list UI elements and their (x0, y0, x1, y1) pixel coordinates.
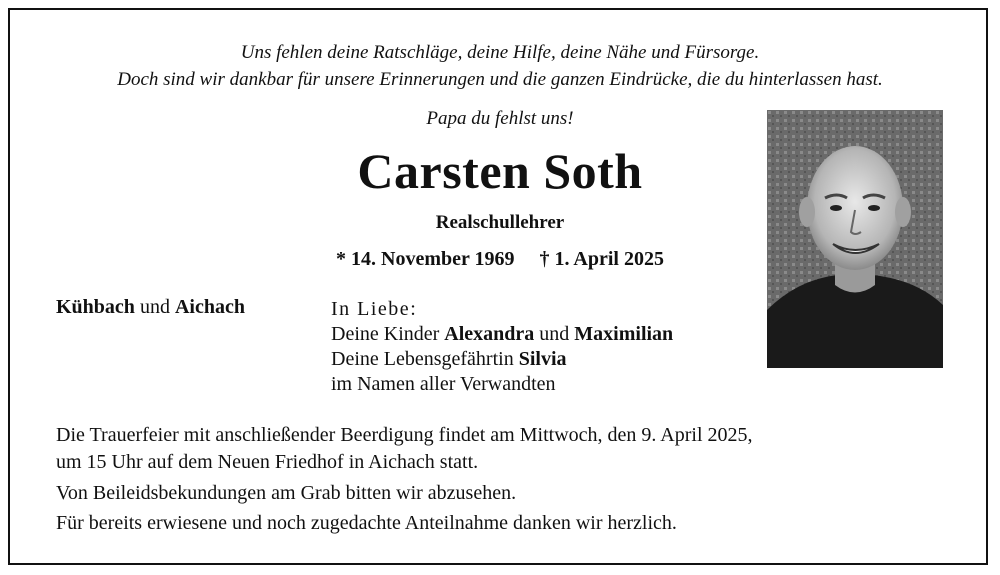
mourners-partner (331, 347, 673, 372)
announcement-line-2: um 15 Uhr auf dem Neuen Friedhof in Aichach statt. (56, 451, 479, 473)
children-and: und (539, 323, 570, 345)
child-2: Maximilian (574, 323, 674, 345)
place-1: Kühbach (56, 296, 135, 318)
mourners-relatives: im Namen aller Verwandten (331, 373, 556, 395)
birth-date: * 14. November 1969 (336, 248, 515, 270)
quote-line-1: Uns fehlen deine Ratschläge, deine Hilfe, deine Nähe und Fürsorge. (240, 42, 760, 63)
partner-name: Silvia (518, 348, 567, 370)
mourners (331, 297, 673, 397)
child-1: Alexandra (444, 323, 535, 345)
tagline: Papa du fehlst uns! (426, 108, 574, 129)
mourners-children (331, 322, 673, 347)
portrait-icon (767, 110, 943, 368)
place-2: Aichach (174, 296, 245, 318)
death-date: † 1. April 2025 (539, 248, 664, 270)
portrait-photo (767, 110, 943, 368)
announcement-line-3: Von Beileidsbekundungen am Grab bitten wir abzusehen. (56, 482, 517, 504)
deceased-name: Carsten Soth (357, 143, 643, 199)
deceased-profession: Realschullehrer (435, 212, 565, 233)
places (56, 296, 245, 319)
place-connector: und (139, 296, 170, 318)
announcement-line-1: Die Trauerfeier mit anschließender Beerdigung findet am Mittwoch, den 9. April 2025, (56, 424, 753, 446)
mourners-intro: In Liebe: (331, 298, 418, 320)
announcement-line-4: Für bereits erwiesene und noch zugedachte Anteilnahme danken wir herzlich. (56, 512, 677, 534)
quote-line-2: Doch sind wir dankbar für unsere Erinnerungen und die ganzen Eindrücke, die du hinterlassen hast. (117, 69, 883, 90)
children-prefix: Deine Kinder (331, 323, 440, 345)
partner-prefix: Deine Lebensgefährtin (331, 348, 514, 370)
